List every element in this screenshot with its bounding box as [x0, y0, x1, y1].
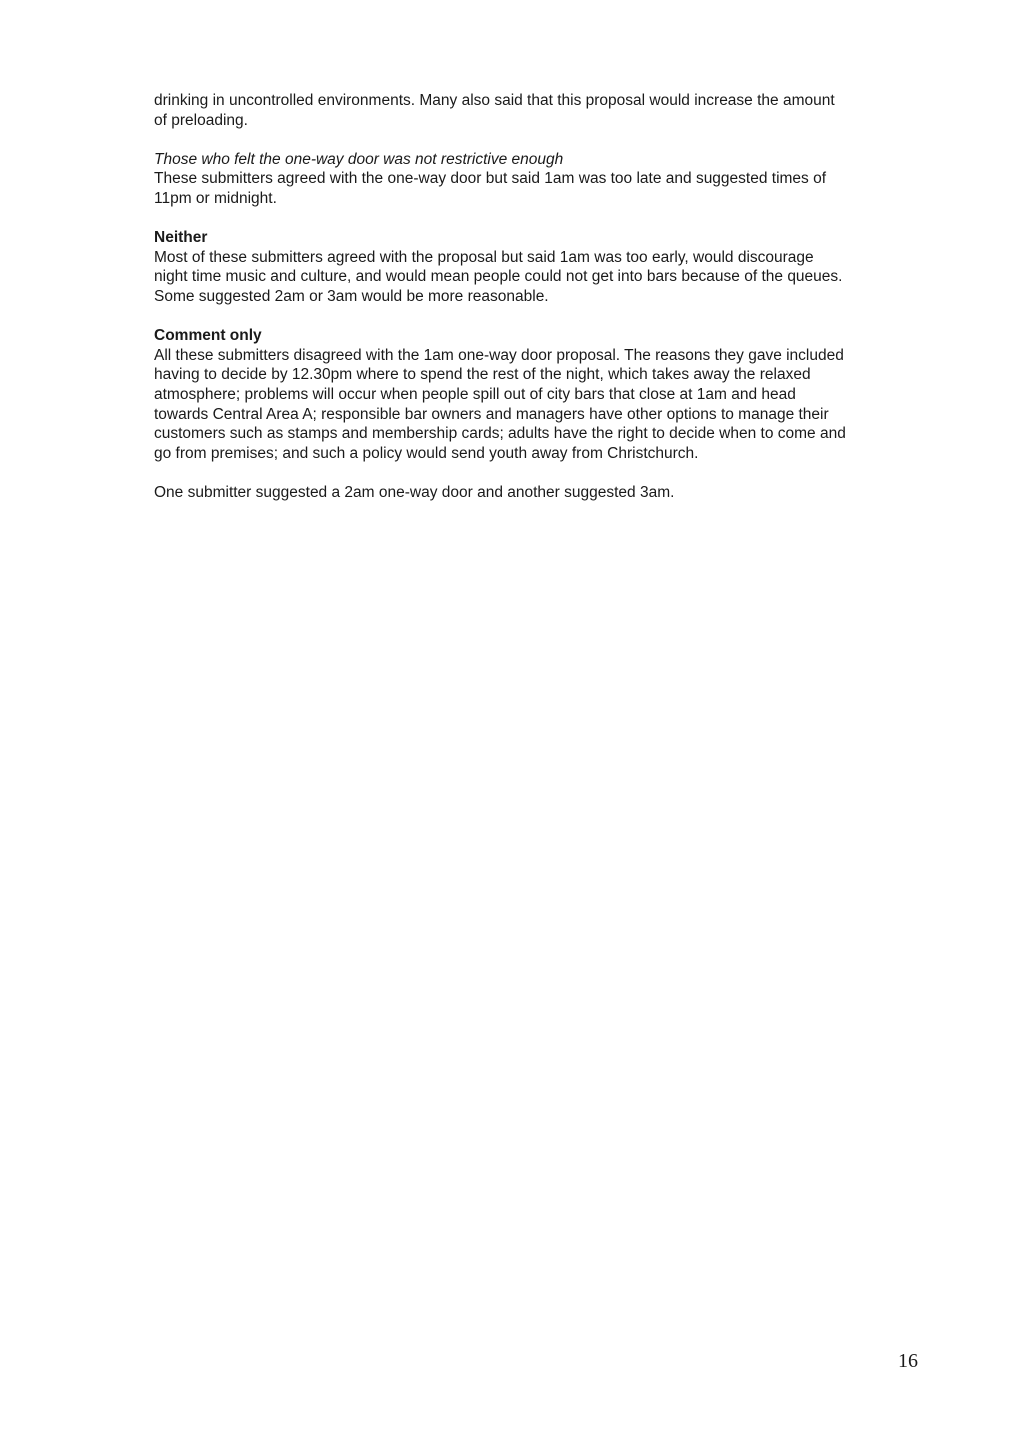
neither-line-3: Some suggested 2am or 3am would be more reasonable. [154, 287, 549, 305]
comment-only-section [154, 326, 924, 463]
intro-paragraph [154, 91, 924, 130]
neither-heading: Neither [154, 229, 208, 247]
intro-line-1: drinking in uncontrolled environments. Many also said that this proposal would increase the amount [154, 92, 835, 109]
not-restrictive-line-2: 11pm or midnight. [154, 189, 277, 207]
closing-paragraph [154, 483, 924, 503]
page-number: 16 [898, 1350, 918, 1372]
neither-section [154, 228, 924, 306]
neither-line-2: night time music and culture, and would mean people could not get into bars because of the queues. [154, 268, 843, 286]
document-body [154, 91, 924, 522]
comment-only-heading: Comment only [154, 327, 262, 345]
comment-only-line-5: customers such as stamps and membership cards; adults have the right to decide when to come and [154, 425, 846, 443]
comment-only-line-6: go from premises; and such a policy would send youth away from Christchurch. [154, 444, 699, 462]
intro-line-2: of preloading. [154, 111, 248, 129]
comment-only-line-3: atmosphere; problems will occur when people spill out of city bars that close at 1am and head [154, 385, 796, 403]
not-restrictive-section [154, 150, 924, 209]
comment-only-line-4: towards Central Area A; responsible bar owners and managers have other options to manage their [154, 405, 829, 423]
not-restrictive-heading: Those who felt the one-way door was not restrictive enough [154, 150, 564, 168]
comment-only-line-2: having to decide by 12.30pm where to spend the rest of the night, which takes away the relaxed [154, 366, 811, 384]
comment-only-line-1: All these submitters disagreed with the 1am one-way door proposal. The reasons they gave included [154, 346, 844, 364]
neither-line-1: Most of these submitters agreed with the proposal but said 1am was too early, would discourage [154, 248, 814, 266]
closing-line: One submitter suggested a 2am one-way door and another suggested 3am. [154, 483, 675, 501]
not-restrictive-line-1: These submitters agreed with the one-way door but said 1am was too late and suggested times of [154, 170, 827, 188]
